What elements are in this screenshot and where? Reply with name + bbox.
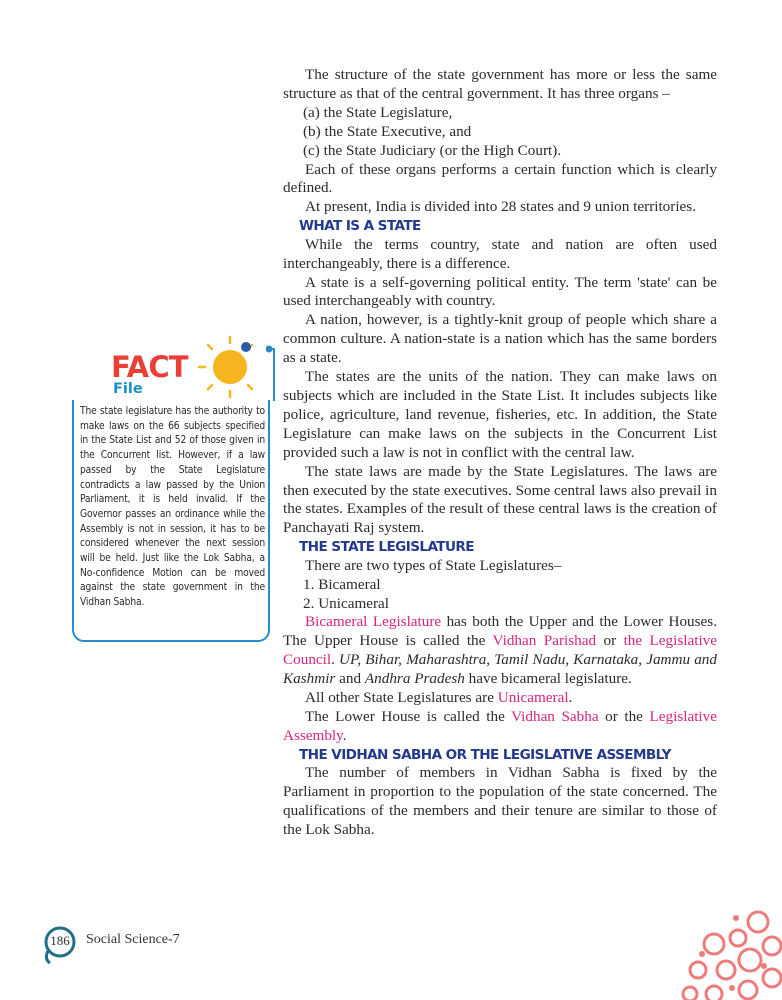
sun-icon [194, 333, 266, 401]
fact-text: The state legislature has the authority to make laws on the 66 subjects specified in the State List and 52 of those given in the Concurrent list. However, if a law passed by the State Legislature contradicts a law passed by the Union Parliament, it is held invalid. If the Governor passes an ordinance while the Assembly is not in session, it has to be considered whenever the next session will be held. Just like the Lok Sabha, a No-confidence Motion can be moved against the state government in the Vidhan Sabha. [80, 406, 265, 609]
fact-subtitle: File [113, 381, 143, 397]
fact-connector-line [266, 345, 278, 405]
paragraph: A nation, however, is a tightly-knit group of people which share a common culture. A nation-state is a nation which has the same borders as a state. [283, 311, 717, 367]
term-highlight: Bicameral Legislature [305, 613, 442, 631]
page-number: 186 [50, 933, 70, 948]
term-highlight: Vidhan Parishad [492, 632, 597, 650]
paragraph-unicameral: All other State Legislatures are Unicameral. [305, 689, 573, 707]
list-item: (c) the State Judiciary (or the High Court). [303, 141, 562, 159]
paragraph-lower-house: The Lower House is called the Vidhan Sabha or the Legislative Assembly. [283, 708, 717, 744]
paragraph: Each of these organs performs a certain function which is clearly defined. [283, 160, 717, 197]
paragraph: The states are the units of the nation. They can make laws on subjects which are included in the State List. It includes subjects like police, agriculture, land revenue, fisheries, etc. In addition, the State Legislature can make laws on the subjects in the Concurrent List provided such a law is not in conflict with the central law. [283, 368, 717, 461]
fact-title: FACT [111, 350, 188, 384]
paragraph: The structure of the state government has more or less the same structure as that of the central government. It has three organs – [283, 66, 717, 102]
list-item: (b) the State Executive, and [303, 122, 472, 140]
section-heading-state: WHAT IS A STATE [299, 218, 421, 235]
section-heading-legislature: THE STATE LEGISLATURE [299, 539, 474, 556]
main-content [283, 66, 717, 840]
paragraph: A state is a self-governing political entity. The term 'state' can be used interchangeably with country. [283, 273, 717, 310]
term-highlight: Legislative Assembly [283, 708, 717, 744]
book-title: Social Science-7 [86, 932, 180, 947]
paragraph: At present, India is divided into 28 states and 9 union territories. [305, 198, 697, 216]
decorative-circles-icon [676, 908, 782, 1000]
paragraph: The number of members in Vidhan Sabha is fixed by the Parliament in proportion to the population of the state concerned. The qualifications of the members and their tenure are similar to those of the Lok Sabha. [283, 764, 717, 839]
paragraph: While the terms country, state and nation are often used interchangeably, there is a difference. [283, 235, 717, 272]
list-item: 1. Bicameral [303, 575, 381, 593]
list-item: 2. Unicameral [303, 594, 390, 612]
term-highlight: the Legislative Council [283, 632, 718, 669]
paragraph: There are two types of State Legislatures– [305, 556, 562, 574]
paragraph-bicameral: Bicameral Legislature has both the Upper and the Lower Houses. The Upper House is called the Vidhan Parishad or the Legislative Council. UP, Bihar, Maharashtra, Tamil Nadu, Karnataka, Jammu and Kashmir and Andhra Pradesh have bicameral legislature. [283, 613, 718, 688]
paragraph: The state laws are made by the State Legislatures. The laws are then executed by the state executives. Some central laws also prevail in the states. Examples of the result of these central laws is the creation of Panchayati Raj system. [283, 462, 717, 537]
term-highlight: Vidhan Sabha [511, 708, 599, 725]
term-highlight: Unicameral [497, 689, 569, 707]
list-item: (a) the State Legislature, [303, 103, 453, 121]
section-heading-vidhan-sabha: THE VIDHAN SABHA OR THE LEGISLATIVE ASSEMBLY [299, 746, 671, 763]
